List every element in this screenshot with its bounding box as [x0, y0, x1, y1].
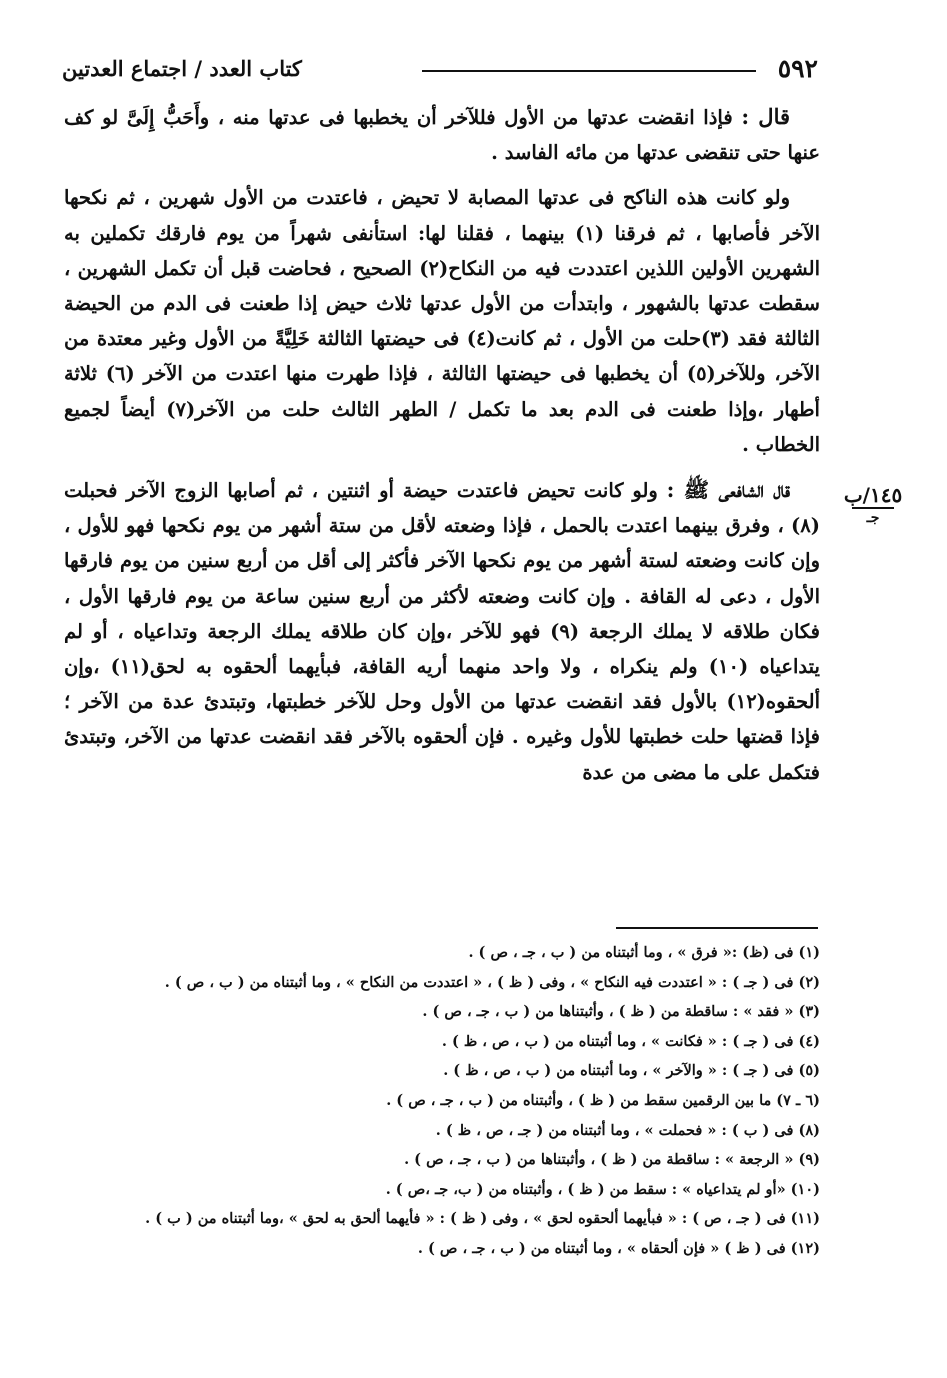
paragraph-text: ولو كانت هذه الناكح فى عدتها المصابة لا تحيض ، فاعتدت من الأول شهرين ، ثم نكحها الآخر فأصابها ، ثم فرقنا (١) بينهما ، فقلنا لها: استأنفى شهراً من يوم فارقك تكملين به الشهرين الأولين اللذين اعتددت فيه من النكاح(٢) الصحيح ، فحاضت قبل أن تكمل الشهرين ، سقطت عدتها بالشهور ، وابتدأت من الأول عدتها ثلاث حيض إذا طعنت فى الدم من الحيضة الثالثة فقد (٣)حلت من الأول ، ثم كانت(٤) فى حيضتها الثالثة خَلِيَّةً من الأول وغير معتدة من الآخر، وللآخر(٥) أن يخطبها فى حيضتها الثالثة ، فإذا طهرت منها اعتدت من الآخر (٦) ثلاثة أطهار ،وإذا طعنت فى الدم بعد ما تكمل / الطهر الثالث حلت من الآخر(٧) أيضاً لجميع الخطاب . [64, 186, 821, 456]
footnote-rule [616, 927, 818, 929]
header-rule [422, 70, 756, 72]
main-text [64, 99, 820, 790]
footnote: (١) فى (ظ) :« فرق » ، وما أثبتناه من ( ب ، جـ ، ص ) . [468, 944, 820, 961]
running-title: كتاب العدد / اجتماع العدتين [62, 56, 302, 81]
footnote: (٢) فى ( جـ ) : « اعتددت فيه النكاح » ، وفى ( ظ ) ، « اعتددت من النكاح » ، وما أثبتناه من ( ب ، ص ) . [164, 973, 820, 991]
footnote: (٤) فى ( جـ ) : « فكانت » ، وما أثبتناه من ( ب ، ص ، ظ ) . [441, 1032, 820, 1050]
footnote: (٨) فى ( ب ) : « فحملت » ، وما أثبتناه من ( جـ ، ص ، ظ ) . [435, 1121, 820, 1139]
footnote: (٥) فى ( جـ ) : « والآخر » ، وما أثبتناه من ( ب ، ص ، ظ ) . [443, 1062, 820, 1080]
page-number: ٥٩٢ [777, 54, 818, 83]
footnote: (١٢) فى ( ظ ) « فإن ألحقاه » ، وما أثبتناه من ( ب ، جـ ، ص ) . [417, 1239, 820, 1257]
manuscript-siglum: جـ [852, 507, 894, 527]
paragraph-lead: قال : [741, 104, 791, 129]
margin-folio-note [838, 483, 908, 527]
paragraph-text: فإذا انقضت عدتها من الأول فللآخر أن يخطبها فى عدتها منه ، وأَحَبُّ إِلَىَّ لو كف عنها حتى تنقضى عدتها من مائه الفاسد . [64, 106, 820, 165]
folio-number: ١٤٥/ب [843, 483, 903, 507]
footnote: (٩) « الرجعة » : ساقطة من ( ظ ) ، وأثبتناها من ( ب ، جـ ، ص ) . [404, 1151, 820, 1169]
paragraph-text: ولو كانت تحيض فاعتدت حيضة أو اثنتين ، ثم أصابها الزوج الآخر فحبلت (٨) ، وفرق بينهما اعتدت بالحمل ، فإذا وضعته لأقل من ستة أشهر من يوم نكحها فهو للأول ، وإن كانت وضعته لستة أشهر من يوم نكحها الآخر فأكثر إلى أقل من أربع سنين من يوم فارقها الأول ، دعى له القافة . وإن كانت وضعته لأكثر من أربع سنين ساعة من يوم فارقها الأول ، فكان طلاقه لا يملك الرجعة (٩) فهو للآخر ،وإن كان طلاقه يملك الرجعة وتداعياه ، أو لم يتداعياه (١٠) ولم ينكراه ، ولا واحد منهما أريه القافة، فبأيهما ألحقوه به لحق(١١) ،وإن ألحقوه(١٢) بالأول فقد انقضت عدتها من الأول وحل للآخر خطبتها، وتبتدئ عدة من الآخر ؛ فإذا قضتها حلت خطبتها للأول وغيره . فإن ألحقوه بالآخر فقد انقضت عدتها من الآخر، وتبتدئ فتكمل على ما مضى من عدة [64, 479, 820, 784]
footnote: (١٠) «أو لم يتداعياه » : سقط من ( ظ ) ، وأثبتناه من ( ب، جـ ،ص ) . [385, 1180, 820, 1198]
footnote: (١١) فى ( جـ ، ص ) : « فبأيهما ألحقوه لحق » ، وفى ( ظ ) : « فأيهما ألحق به لحق » ،وما أثبتناه من ( ب ) . [145, 1210, 820, 1228]
footnote: (٦ ـ ٧) ما بين الرقمين سقط من ( ظ ) ، وأثبتناه من ( ب ، جـ ، ص ) . [386, 1091, 820, 1109]
paragraph-2 [64, 180, 820, 462]
paragraph-3 [64, 472, 820, 790]
footnote: (٣) « فقد » : ساقطة من ( ظ ) ، وأثبتناها من ( ب ، جـ ، ص ) . [422, 1003, 820, 1021]
paragraph-1 [64, 99, 820, 170]
footnotes [64, 938, 820, 1264]
page-header [62, 50, 818, 90]
paragraph-lead: قال الشافعى ﷺ : [666, 477, 790, 503]
